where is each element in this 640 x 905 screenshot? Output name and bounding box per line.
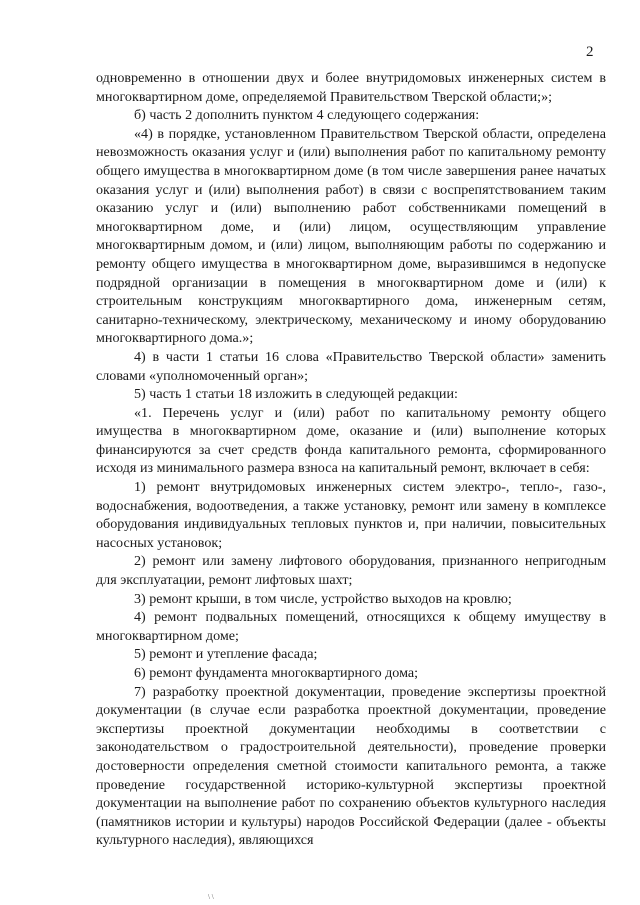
document-body xyxy=(96,69,606,850)
paragraph: б) часть 2 дополнить пунктом 4 следующего содержания: xyxy=(134,107,480,124)
paragraph: 5) часть 1 статьи 18 изложить в следующей редакции: xyxy=(134,386,458,403)
paragraph: одновременно в отношении двух и более внутридомовых инженерных систем в многоквартирном доме, определяемой Правительством Тверской области;»; xyxy=(96,70,606,105)
paragraph: 6) ремонт фундамента многоквартирного дома; xyxy=(134,665,419,681)
paragraph: 4) ремонт подвальных помещений, относящихся к общему имуществу в многоквартирном доме; xyxy=(96,609,606,644)
paragraph: «1. Перечень услуг и (или) работ по капитальному ремонту общего имущества в многоквартирном доме, оказание и (или) выполнение которых финансируются за счет средств фонда капитального ремонта, сформированного исходя из минимального размера взноса на капитальный ремонт, включает в себя: xyxy=(96,404,606,477)
paragraph: 3) ремонт крыши, в том числе, устройство выходов на кровлю; xyxy=(134,590,512,607)
paragraph: 4) в части 1 статьи 16 слова «Правительство Тверской области» заменить словами «уполномоченный орган»; xyxy=(96,348,606,384)
paragraph: 5) ремонт и утепление фасада; xyxy=(134,646,318,663)
paragraph: 1) ремонт внутридомовых инженерных систем электро-, тепло-, газо-, водоснабжения, водоотведения, а также установку, ремонт или замену в комплексе оборудования индивидуальных тепловых пунктов и, при наличии, повысительных насосных установок; xyxy=(96,479,606,551)
scan-mark: \ \ xyxy=(208,893,214,901)
page-number: 2 xyxy=(586,44,594,60)
paragraph: 2) ремонт или замену лифтового оборудования, признанного непригодным для эксплуатации, ремонт лифтовых шахт; xyxy=(96,553,606,589)
paragraph: «4) в порядке, установленном Правительством Тверской области, определена невозможность оказания услуг и (или) выполнения работ по капитальному ремонту общего имущества в многоквартирном доме (в том числе завершения ранее начатых оказания услуг и (или) выполнения работ) в связи с воспрепятствованием таким оказанию услуг и (или) выполнению работ собственниками помещений в многоквартирном доме, и (или) лицом, осуществляющим управление многоквартирным домом, и (или) лицом, выполняющим работы по содержанию и ремонту общего имущества в многоквартирном доме, выразившимся в недопуске подрядной организации в помещения в многоквартирном доме и (или) к строительным конструкциям многоквартирного дома, инженерным сетям, санитарно-техническому, электрическому, механическому и иному оборудованию многоквартирного дома.»; xyxy=(96,125,606,347)
paragraph: 7) разработку проектной документации, проведение экспертизы проектной документации (в случае если разработка проектной документации, проведение экспертизы проектной документации необходимы в соответствии с законодательством о градостроительной деятельности), проведение проверки достоверности определения сметной стоимости капитального ремонта, а также проведение государственной историко-культурной экспертизы проектной документации на выполнение работ по сохранению объектов культурного наследия (памятников истории и культуры) народов Российской Федерации (далее - объекты культурного наследия), являющихся xyxy=(96,683,606,849)
